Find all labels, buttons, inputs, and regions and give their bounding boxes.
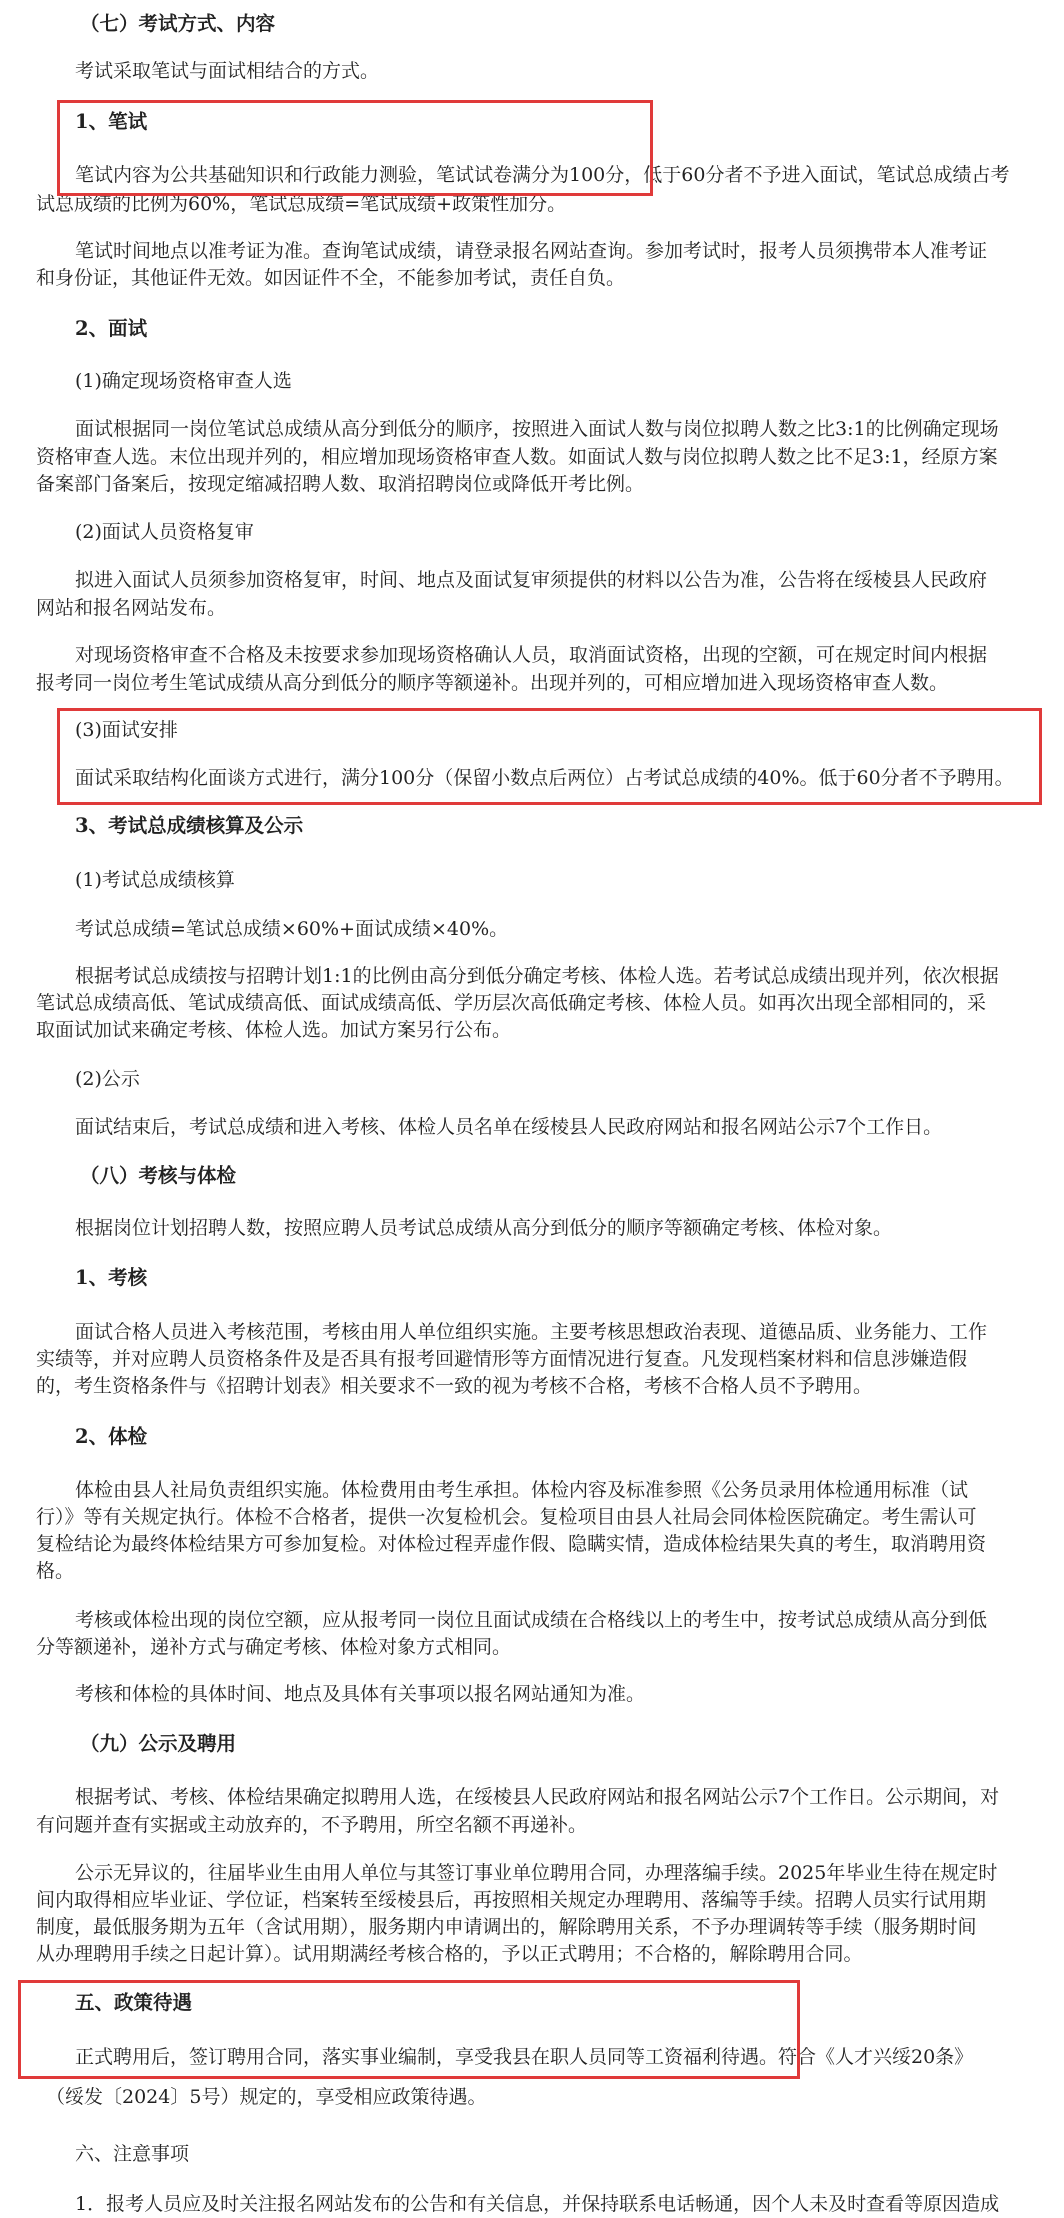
paragraph: 行）》等有关规定执行。体检不合格者，提供一次复检机会。复检项目由县人社局会同体检医院确定。考生需认可: [36, 1506, 977, 1528]
paragraph: 根据考试、考核、体检结果确定拟聘用人选，在绥棱县人民政府网站和报名网站公示7个工作日。公示期间，对: [75, 1786, 1000, 1808]
paragraph: 考核或体检出现的岗位空额，应从报考同一岗位且面试成绩在合格线以上的考生中，按考试总成绩从高分到低: [75, 1609, 988, 1631]
subheading: (2)面试人员资格复审: [75, 521, 254, 543]
paragraph: 考核和体检的具体时间、地点及具体有关事项以报名网站通知为准。: [75, 1683, 646, 1705]
paragraph: 正式聘用后，签订聘用合同，落实事业编制，享受我县在职人员同等工资福利待遇。符合《人才兴绥20条》: [75, 2046, 974, 2068]
paragraph: 笔试内容为公共基础知识和行政能力测验，笔试试卷满分为100分，低于60分者不予进入面试，笔试总成绩占考: [75, 164, 1010, 186]
paragraph: 试总成绩的比例为60%，笔试总成绩=笔试成绩+政策性加分。: [36, 193, 567, 215]
paragraph: 笔试总成绩高低、笔试成绩高低、面试成绩高低、学历层次高低确定考核、体检人员。如再次出现全部相同的，采: [36, 992, 987, 1014]
paragraph: 面试合格人员进入考核范围，考核由用人单位组织实施。主要考核思想政治表现、道德品质、业务能力、工作: [75, 1321, 988, 1343]
section7-heading: （七）考试方式、内容: [80, 12, 276, 35]
paragraph: 备案部门备案后，按现定缩减招聘人数、取消招聘岗位或降低开考比例。: [36, 473, 645, 495]
paragraph: 体检由县人社局负责组织实施。体检费用由考生承担。体检内容及标准参照《公务员录用体检通用标准（试: [75, 1479, 969, 1501]
paragraph: 实绩等，并对应聘人员资格条件及是否具有报考回避情形等方面情况进行复查。凡发现档案材料和信息涉嫌造假: [36, 1348, 968, 1370]
paragraph: 笔试时间地点以准考证为准。查询笔试成绩，请登录报名网站查询。参加考试时，报考人员须携带本人准考证: [75, 240, 988, 262]
paragraph: 根据岗位计划招聘人数，按照应聘人员考试总成绩从高分到低分的顺序等额确定考核、体检对象。: [75, 1217, 893, 1239]
total-score-heading: 3、考试总成绩核算及公示: [75, 814, 304, 837]
assessment-heading: 1、考核: [75, 1266, 148, 1289]
interview-heading: 2、面试: [75, 317, 148, 340]
section5-heading: 五、政策待遇: [75, 1991, 193, 2014]
paragraph: 和身份证，其他证件无效。如因证件不全，不能参加考试，责任自负。: [36, 267, 626, 289]
paragraph: 根据考试总成绩按与招聘计划1:1的比例由高分到低分确定考核、体检人选。若考试总成绩出现并列，依次根据: [75, 965, 999, 987]
paragraph: 面试根据同一岗位笔试总成绩从高分到低分的顺序，按照进入面试人数与岗位拟聘人数之比3:1的比例确定现场: [75, 418, 999, 440]
paragraph: 从办理聘用手续之日起计算）。试用期满经考核合格的，予以正式聘用；不合格的，解除聘用合同。: [36, 1943, 863, 1965]
paragraph: 面试结束后，考试总成绩和进入考核、体检人员名单在绥棱县人民政府网站和报名网站公示7个工作日。: [75, 1116, 943, 1138]
paragraph: 考试采取笔试与面试相结合的方式。: [75, 60, 380, 82]
paragraph: 格。: [36, 1560, 75, 1582]
paragraph: 制度，最低服务期为五年（含试用期），服务期内申请调出的，解除聘用关系，不予办理调转等手续（服务期时间: [36, 1916, 977, 1938]
written-exam-heading: 1、笔试: [75, 110, 148, 133]
section9-heading: （九）公示及聘用: [80, 1732, 237, 1755]
subheading: (3)面试安排: [75, 719, 178, 741]
paragraph: 公示无异议的，往届毕业生由用人单位与其签订事业单位聘用合同，办理落编手续。2025年毕业生待在规定时: [75, 1862, 998, 1884]
section8-heading: （八）考核与体检: [80, 1164, 237, 1187]
health-check-heading: 2、体检: [75, 1425, 148, 1448]
paragraph: 的，考生资格条件与《招聘计划表》相关要求不一致的视为考核不合格，考核不合格人员不予聘用。: [36, 1375, 873, 1397]
paragraph: 对现场资格审查不合格及未按要求参加现场资格确认人员，取消面试资格，出现的空额，可在规定时间内根据: [75, 644, 988, 666]
paragraph: 报考同一岗位考生笔试成绩从高分到低分的顺序等额递补。出现并列的，可相应增加进入现场资格审查人数。: [36, 672, 949, 694]
formula: 考试总成绩=笔试总成绩×60%+面试成绩×40%。: [75, 918, 509, 940]
paragraph: 资格审查人选。末位出现并列的，相应增加现场资格审查人数。如面试人数与岗位拟聘人数之比不足3:1，经原方案: [36, 446, 998, 468]
paragraph: 取面试加试来确定考核、体检人选。加试方案另行公布。: [36, 1019, 512, 1041]
paragraph: 分等额递补，递补方式与确定考核、体检对象方式相同。: [36, 1636, 512, 1658]
paragraph: 拟进入面试人员须参加资格复审，时间、地点及面试复审须提供的材料以公告为准，公告将在绥棱县人民政府: [75, 569, 988, 591]
paragraph: 面试采取结构化面谈方式进行，满分100分（保留小数点后两位）占考试总成绩的40%。低于60分者不予聘用。: [75, 767, 1014, 789]
section6-heading: 六、注意事项: [75, 2143, 190, 2165]
subheading: (2)公示: [75, 1068, 140, 1090]
paragraph: 间内取得相应毕业证、学位证，档案转至绥棱县后，再按照相关规定办理聘用、落编等手续。招聘人员实行试用期: [36, 1889, 987, 1911]
paragraph: （绥发〔2024〕5号）规定的，享受相应政策待遇。: [46, 2086, 487, 2108]
paragraph: 有问题并查有实据或主动放弃的，不予聘用，所空名额不再递补。: [36, 1814, 588, 1836]
paragraph: 网站和报名网站发布。: [36, 597, 227, 619]
paragraph: 1．报考人员应及时关注报名网站发布的公告和有关信息，并保持联系电话畅通，因个人未及时查看等原因造成: [75, 2193, 1000, 2215]
paragraph: 复检结论为最终体检结果方可参加复检。对体检过程弄虚作假、隐瞒实情，造成体检结果失真的考生，取消聘用资: [36, 1533, 987, 1555]
subheading: (1)考试总成绩核算: [75, 869, 235, 891]
subheading: (1)确定现场资格审查人选: [75, 370, 292, 392]
